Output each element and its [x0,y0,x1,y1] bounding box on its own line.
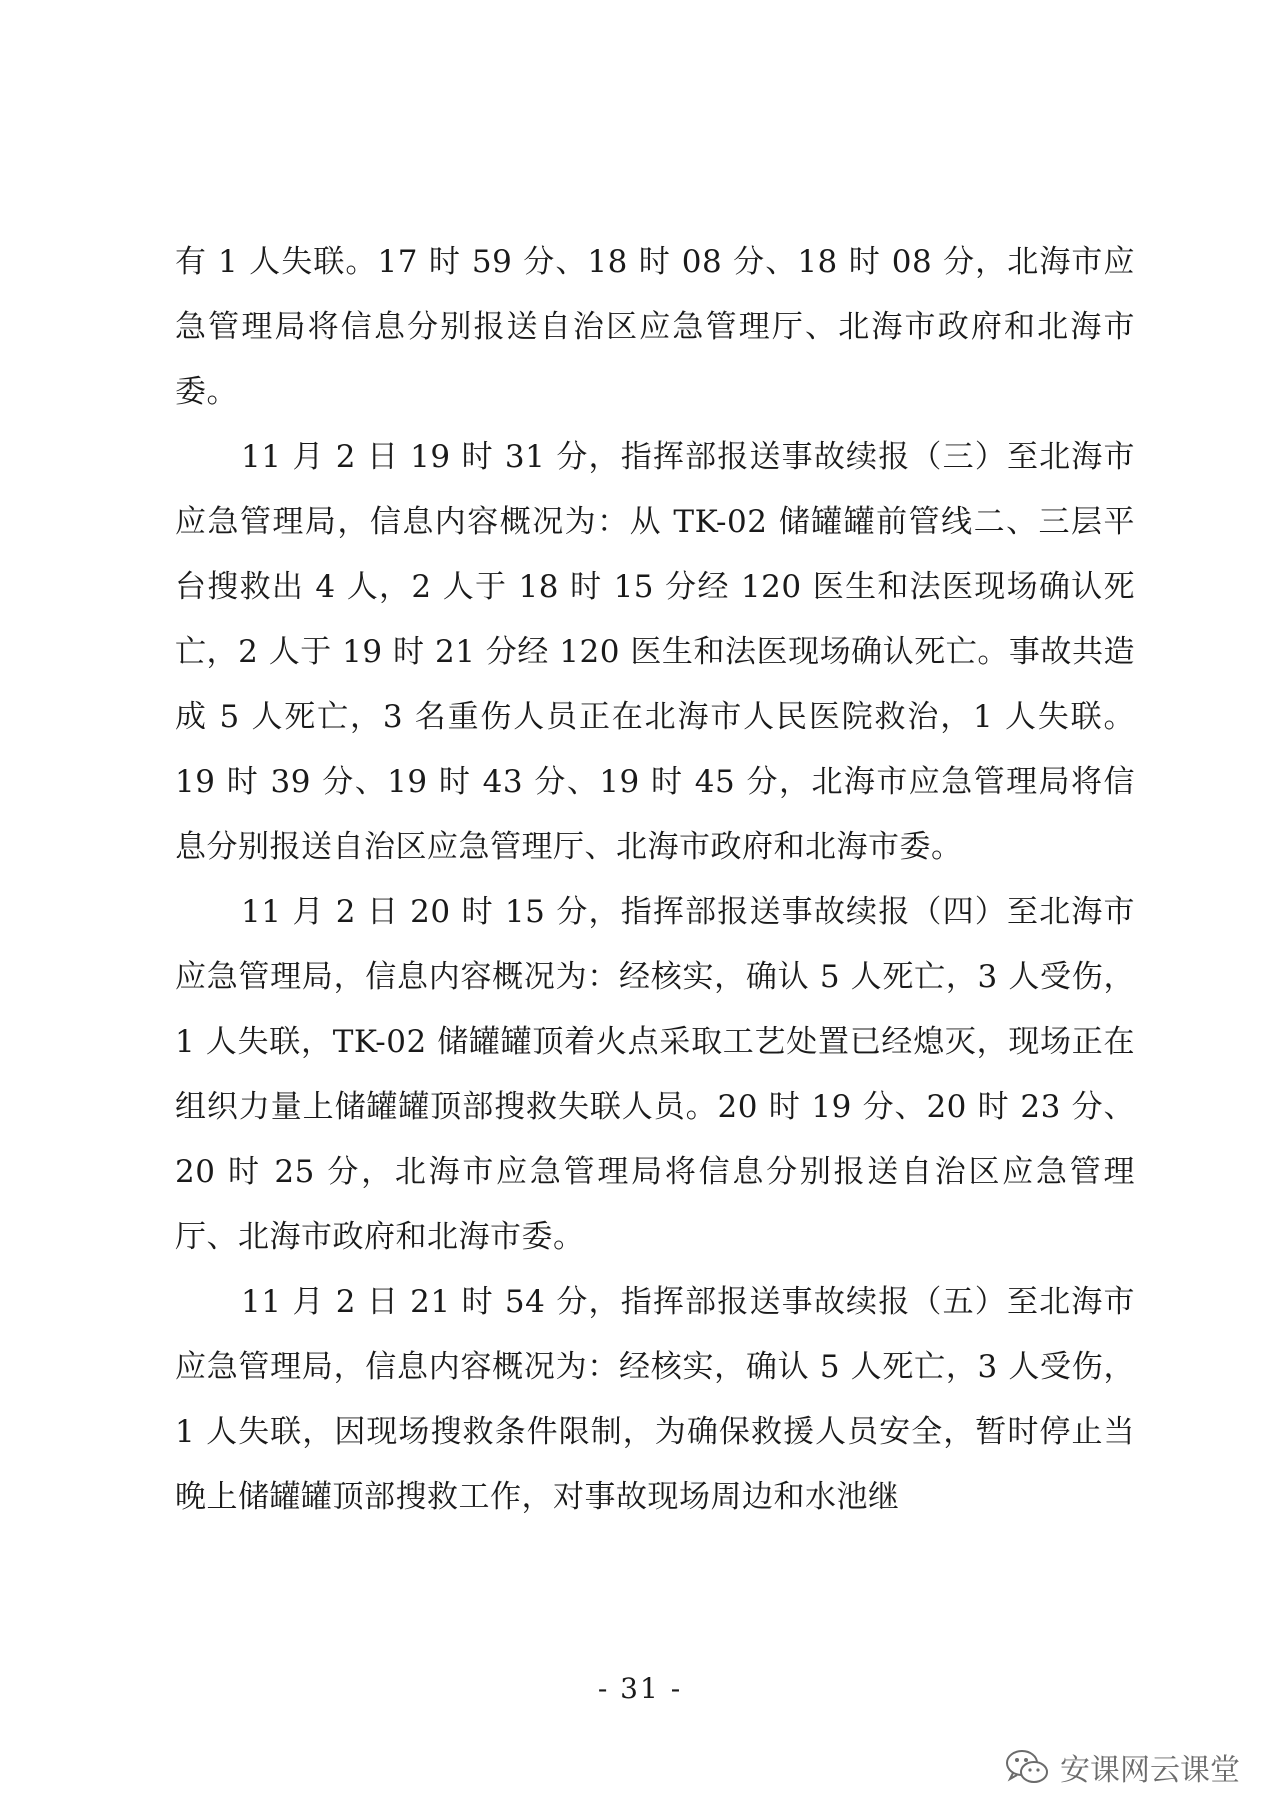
paragraph-3: 11 月 2 日 20 时 15 分，指挥部报送事故续报（四）至北海市应急管理局，信息内容概况为：经核实，确认 5 人死亡，3 人受伤，1 人失联，TK-02 储罐罐顶着火点采取工艺处置已经熄灭，现场正在组织力量上储罐罐顶部搜救失联人员。20 时 19 分、20 时 23 分、20 时 25 分，北海市应急管理局将信息分别报送自治区应急管理厅、北海市政府和北海市委。 [175,894,1135,1255]
watermark-text: 安课网云课堂 [1060,1753,1240,1788]
paragraph-4: 11 月 2 日 21 时 54 分，指挥部报送事故续报（五）至北海市应急管理局，信息内容概况为：经核实，确认 5 人死亡，3 人受伤，1 人失联，因现场搜救条件限制，为确保救援人员安全，暂时停止当晚上储罐罐顶部搜救工作，对事故现场周边和水池继 [175,1284,1135,1515]
watermark [1004,1745,1240,1789]
wechat-icon [1004,1747,1050,1787]
paragraph-1: 有 1 人失联。17 时 59 分、18 时 08 分、18 时 08 分，北海市应急管理局将信息分别报送自治区应急管理厅、北海市政府和北海市委。 [175,244,1135,410]
page-number: - 31 - [597,1672,683,1705]
document-body [175,230,1135,1530]
paragraph-2: 11 月 2 日 19 时 31 分，指挥部报送事故续报（三）至北海市应急管理局，信息内容概况为：从 TK-02 储罐罐前管线二、三层平台搜救出 4 人，2 人于 18 时 15 分经 120 医生和法医现场确认死亡，2 人于 19 时 21 分经 120 医生和法医现场确认死亡。事故共造成 5 人死亡，3 名重伤人员正在北海市人民医院救治，1 人失联。19 时 39 分、19 时 43 分、19 时 45 分，北海市应急管理局将信息分别报送自治区应急管理厅、北海市政府和北海市委。 [175,439,1135,865]
